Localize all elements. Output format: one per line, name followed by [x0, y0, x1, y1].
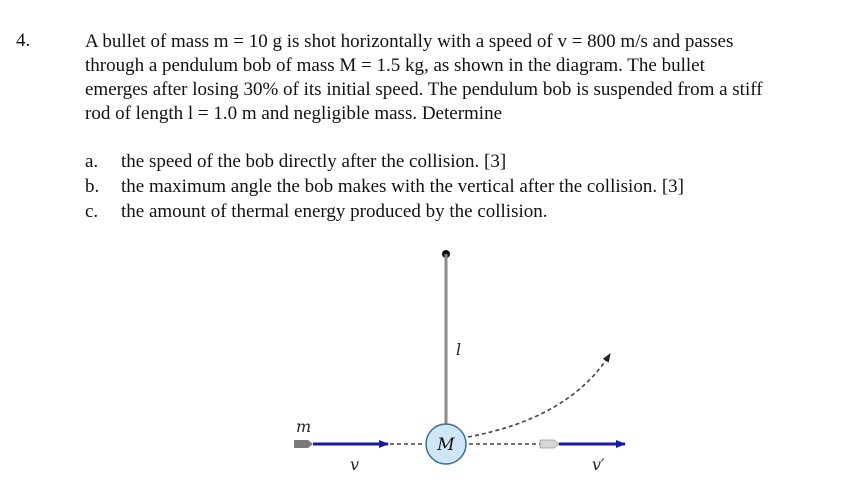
stem-line: rod of length l = 1.0 m and negligible mass. Determine: [85, 103, 503, 124]
rod-length-label: l: [456, 340, 462, 359]
part-label: c.: [85, 201, 99, 222]
pendulum-diagram: [280, 238, 640, 483]
bullet-mass-label: m: [296, 417, 312, 436]
bob-mass-label: M: [437, 435, 455, 455]
stem-line: emerges after losing 30% of its initial speed. The pendulum bob is suspended from a stiff: [85, 79, 763, 100]
stem-line: through a pendulum bob of mass M = 1.5 kg, as shown in the diagram. The bullet: [85, 55, 705, 76]
bullet-incoming: [294, 440, 313, 448]
part-text: the amount of thermal energy produced by the collision.: [121, 201, 548, 222]
part-label: a.: [85, 151, 99, 172]
part-b: [85, 174, 684, 199]
part-a: [85, 149, 684, 174]
question-stem: [85, 30, 825, 126]
velocity-out-label: v′: [592, 455, 605, 474]
part-text: the speed of the bob directly after the collision. [3]: [121, 151, 507, 172]
stem-line: A bullet of mass m = 10 g is shot horizontally with a speed of v = 800 m/s and passes: [85, 31, 734, 52]
part-text: the maximum angle the bob makes with the vertical after the collision. [3]: [121, 176, 684, 197]
part-label: b.: [85, 176, 100, 197]
question-number: 4.: [16, 30, 31, 51]
velocity-in-label: v: [350, 455, 360, 474]
bullet-outgoing: [540, 440, 559, 448]
swing-trajectory: [468, 354, 610, 437]
part-c: [85, 199, 684, 224]
question-parts: [85, 149, 684, 224]
